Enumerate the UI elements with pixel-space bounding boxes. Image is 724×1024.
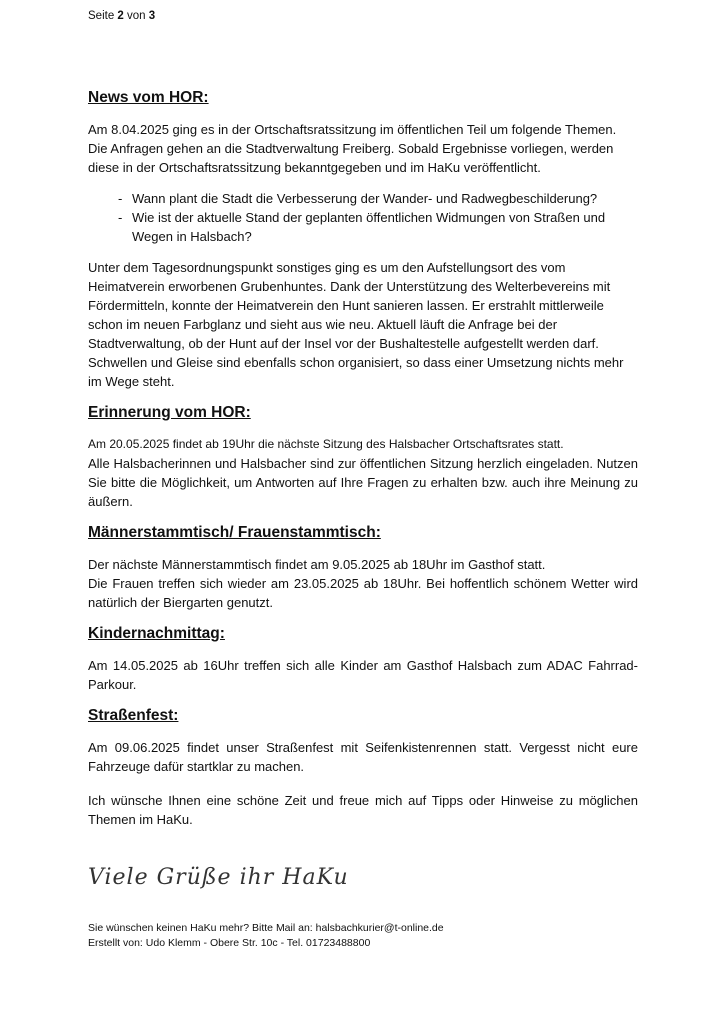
reminder-line-1: Am 20.05.2025 findet ab 19Uhr die nächste Sitzung des Halsbacher Ortschaftsrates statt. xyxy=(88,437,564,451)
stammtisch-line-1: Der nächste Männerstammtisch findet am 9.05.2025 ab 18Uhr im Gasthof statt. xyxy=(88,557,546,572)
question-text: Wie ist der aktuelle Stand der geplanten öffentlichen Widmungen von Straßen und Wegen in Halsbach? xyxy=(132,210,606,244)
news-intro: Am 8.04.2025 ging es in der Ortschaftsratssitzung im öffentlichen Teil um folgende Themen. Die Anfragen gehen an die Stadtverwaltung Freiberg. Sobald Ergebnisse vorliegen, werden diese in der Ortschaftsratssitzung bekanntgegeben und im HaKu veröffentlicht. xyxy=(88,122,617,175)
reminder-line-2: Alle Halsbacherinnen und Halsbacher sind zur öffentlichen Sitzung herzlich eingeladen. Nutzen Sie bitte die Möglichkeit, um Antworten auf Ihre Fragen zu erhalten bzw. auch ihre Meinung zu äußern. xyxy=(88,456,638,509)
reminder-section xyxy=(88,403,638,511)
strassenfest-heading: Straßenfest: xyxy=(88,707,179,724)
document-content xyxy=(88,88,638,788)
list-item: - Wie ist der aktuelle Stand der geplanten öffentlichen Widmungen von Straßen und Wegen in Halsbach? xyxy=(118,210,606,244)
strassenfest-section xyxy=(88,706,638,776)
kinder-text: Am 14.05.2025 ab 16Uhr treffen sich alle Kinder am Gasthof Halsbach zum ADAC Fahrrad-Parkour. xyxy=(88,658,638,692)
list-item: - Wann plant die Stadt die Verbesserung der Wander- und Radwegbeschilderung? xyxy=(118,191,598,206)
page-separator: von xyxy=(123,10,149,22)
current-page-number: 2 xyxy=(117,10,124,22)
news-heading: News vom HOR: xyxy=(88,89,209,106)
reminder-heading: Erinnerung vom HOR: xyxy=(88,404,251,421)
closing-text: Ich wünsche Ihnen eine schöne Zeit und freue mich auf Tipps oder Hinweise zu möglichen Themen im HaKu. xyxy=(88,793,638,827)
stammtisch-heading: Männerstammtisch/ Frauenstammtisch: xyxy=(88,524,381,541)
closing-paragraph xyxy=(88,791,638,829)
page-header xyxy=(88,10,155,22)
news-section xyxy=(88,88,638,391)
news-body: Unter dem Tagesordnungspunkt sonstiges ging es um den Aufstellungsort des vom Heimatverein erworbenen Grubenhuntes. Dank der Unterstützung des Welterbevereins mit Fördermitteln, konnte der Heimatverein den Hunt sanieren lassen. Er erstrahlt mittlerweile schon im neuen Farbglanz und sieht aus wie neu. Aktuell läuft die Anfrage bei der Stadtverwaltung, ob der Hunt auf der Insel vor der Bushaltestelle aufgestellt werden darf. Schwellen und Gleise sind ebenfalls schon organisiert, so dass einer Umsetzung nichts mehr im Wege steht. xyxy=(88,260,624,389)
news-question-list xyxy=(88,189,638,246)
kinder-section xyxy=(88,624,638,694)
footer-author: Erstellt von: Udo Klemm - Obere Str. 10c - Tel. 01723488800 xyxy=(88,937,371,949)
question-text: Wann plant die Stadt die Verbesserung der Wander- und Radwegbeschilderung? xyxy=(132,191,598,206)
stammtisch-line-2: Die Frauen treffen sich wieder am 23.05.2025 ab 18Uhr. Bei hoffentlich schönem Wetter wird natürlich der Biergarten genutzt. xyxy=(88,576,638,610)
strassenfest-text: Am 09.06.2025 findet unser Straßenfest mit Seifenkistenrennen statt. Vergesst nicht eure Fahrzeuge dafür startklar zu machen. xyxy=(88,740,638,774)
page-footer xyxy=(88,921,444,951)
stammtisch-section xyxy=(88,523,638,612)
signature: Viele Grüße ihr HaKu xyxy=(88,865,349,890)
footer-unsubscribe: Sie wünschen keinen HaKu mehr? Bitte Mail an: halsbachkurier@t-online.de xyxy=(88,922,444,934)
total-pages-number: 3 xyxy=(148,10,156,22)
page-label: Seite xyxy=(88,10,118,22)
kinder-heading: Kindernachmittag: xyxy=(88,625,225,642)
